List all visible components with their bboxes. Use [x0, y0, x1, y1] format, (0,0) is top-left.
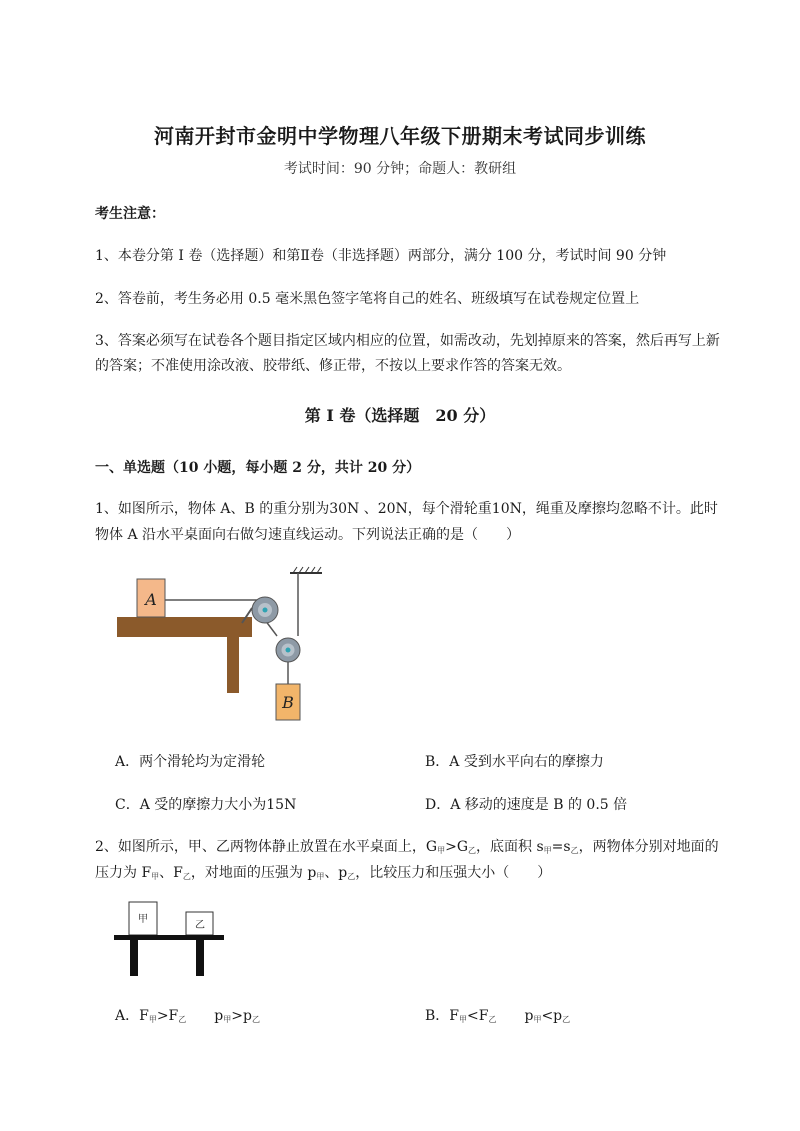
notice-item-2: 2、答卷前，考生务必用 0.5 毫米黑色签字笔将自己的姓名、班级填写在试卷规定位置上 — [95, 291, 640, 307]
table-leg-right — [196, 940, 204, 976]
table-top — [117, 617, 252, 637]
q2-stem-line2: 压力为 $F_甲$、$F_乙$，对地面的压强为 $p_甲$、$p_乙$，比较压力和压强大小（ ） — [95, 865, 552, 881]
table-leg — [227, 637, 239, 693]
q2-stem-line1: 2、如图所示，甲、乙两物体静止放置在水平桌面上，$G_甲>G_乙$，底面积 $s_甲=s_乙$，两物体分别对地面的 — [95, 839, 719, 855]
tables-diagram — [110, 900, 230, 980]
notice-item-3-cont: 的答案；不准使用涂改液、胶带纸、修正带，不按以上要求作答的答案无效。 — [95, 358, 571, 374]
block-a-label: A — [145, 590, 157, 609]
exam-subtitle: 考试时间：90 分钟；命题人：教研组 — [283, 161, 517, 177]
q1-option-a[interactable]: A．两个滑轮均为定滑轮 — [115, 754, 266, 770]
ceiling-mount — [290, 567, 322, 573]
notice-item-3: 3、答案必须写在试卷各个题目指定区域内相应的位置，如需改动，先划掉原来的答案，然后再写上新 — [95, 333, 720, 349]
q1-option-c[interactable]: C．A 受的摩擦力大小为15N — [115, 797, 297, 813]
fixed-pulley — [252, 597, 278, 623]
table-leg-left — [130, 940, 138, 976]
page-title: 河南开封市金明中学物理八年级下册期末考试同步训练 — [154, 124, 646, 148]
notice-heading: 考生注意： — [95, 206, 165, 222]
part-title: 一、单选题（10 小题，每小题 2 分，共计 20 分） — [95, 460, 421, 476]
box-yi-label: 乙 — [195, 920, 205, 931]
pulley-diagram — [110, 562, 340, 727]
q1-stem-line2: 物体 A 沿水平桌面向右做匀速直线运动。下列说法正确的是（ ） — [95, 527, 521, 543]
q2-option-b[interactable]: B．$F_甲<F_乙$ $p_甲<p_乙$ — [425, 1008, 571, 1024]
q1-option-b[interactable]: B．A 受到水平向右的摩擦力 — [425, 754, 604, 770]
table-surface — [114, 935, 224, 940]
notice-item-1: 1、本卷分第 I 卷（选择题）和第Ⅱ卷（非选择题）两部分，满分 100 分，考试时间 90 分钟 — [95, 248, 667, 264]
q1-option-d[interactable]: D．A 移动的速度是 B 的 0.5 倍 — [425, 797, 628, 813]
section-title: 第 I 卷（选择题 20 分） — [304, 406, 496, 425]
movable-pulley — [276, 638, 300, 662]
box-jia-label: 甲 — [138, 914, 148, 925]
block-b-label: B — [282, 693, 294, 712]
q1-stem-line1: 1、如图所示，物体 A、B 的重分别为30N 、20N，每个滑轮重10N，绳重及摩擦均忽略不计。此时 — [95, 501, 718, 517]
q2-option-a[interactable]: A．$F_甲>F_乙$ $p_甲>p_乙$ — [115, 1008, 260, 1024]
